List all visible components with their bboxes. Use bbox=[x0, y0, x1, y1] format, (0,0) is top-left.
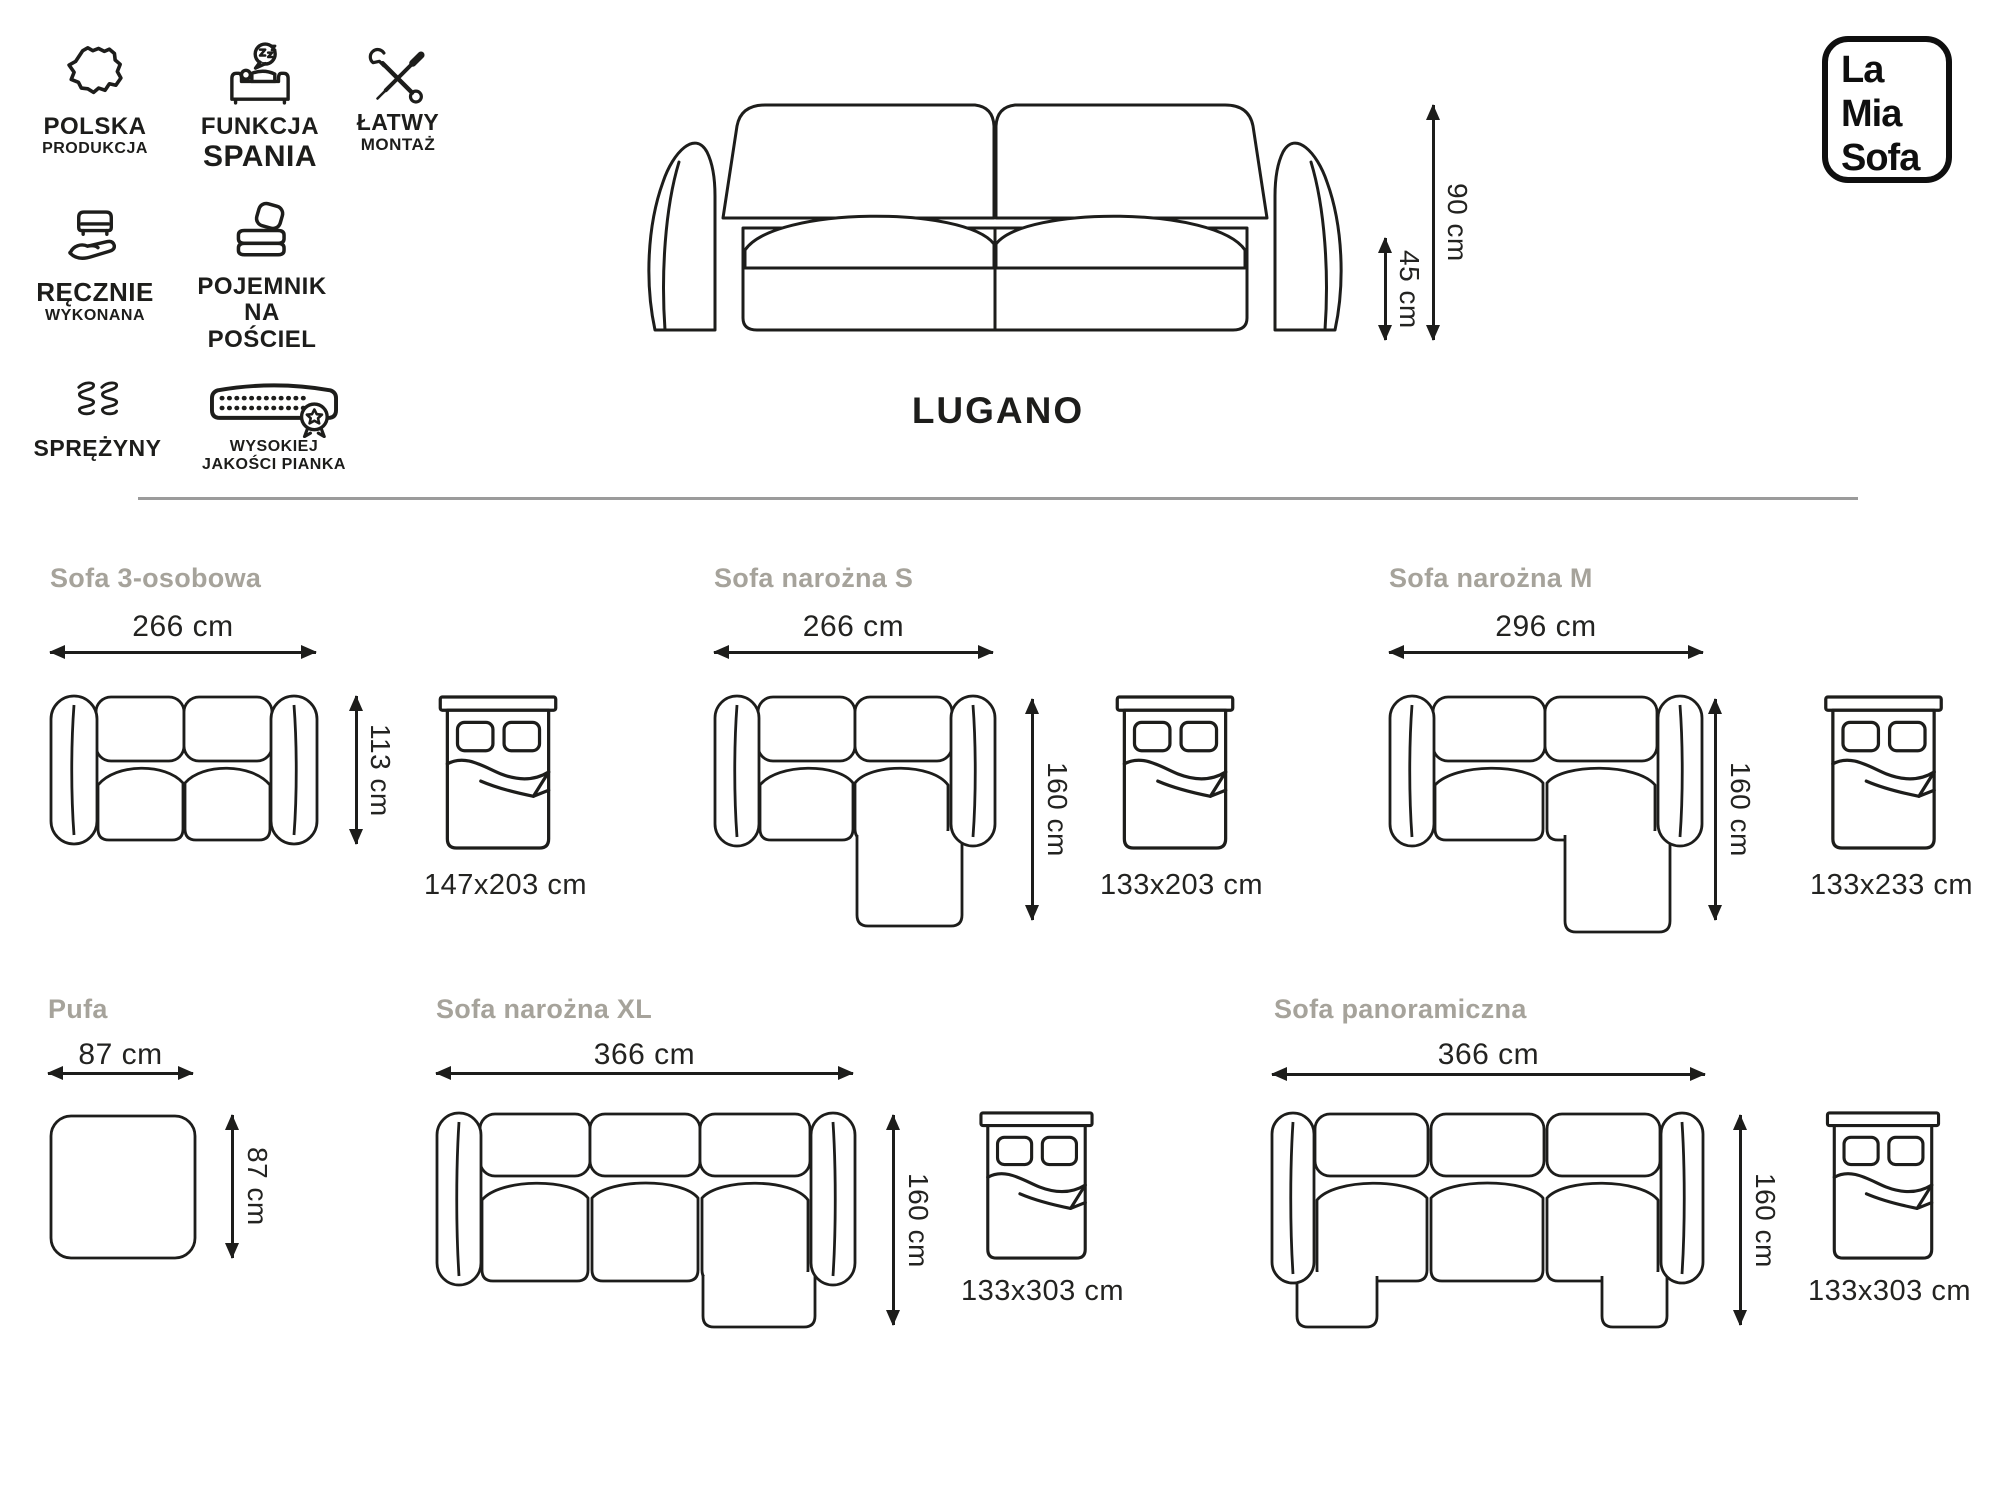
variant-title-sofa-narozna-s: Sofa narożna S bbox=[714, 563, 914, 593]
height-arrow bbox=[1432, 105, 1435, 340]
feature-label: WYSOKIEJ bbox=[229, 438, 319, 455]
feature-label: RĘCZNIE bbox=[36, 277, 154, 307]
sofa-top-view-panoramiczna bbox=[1270, 1110, 1705, 1332]
sofa-top-view-narozna-xl bbox=[434, 1110, 858, 1332]
width-arrow bbox=[436, 1072, 853, 1075]
feature-label: FUNKCJA bbox=[200, 113, 320, 140]
feature-sublabel: MONTAŻ bbox=[360, 135, 436, 155]
bed-size-label: 133x303 cm bbox=[1808, 1275, 1971, 1307]
depth-label: 160 cm bbox=[1725, 762, 1756, 857]
width-label: 266 cm bbox=[132, 610, 234, 643]
bed-size-label: 133x303 cm bbox=[961, 1275, 1124, 1307]
brand-line-1: La bbox=[1841, 49, 1884, 91]
feature-funkcja-spania bbox=[193, 40, 327, 173]
bed-size-icon bbox=[978, 1110, 1095, 1262]
springs-icon bbox=[66, 372, 130, 436]
tools-icon bbox=[366, 46, 430, 110]
width-arrow bbox=[50, 651, 316, 654]
width-label: 366 cm bbox=[593, 1038, 696, 1071]
depth-arrow bbox=[1031, 699, 1034, 920]
sleep-function-icon bbox=[222, 40, 298, 114]
feature-latwy-montaz bbox=[333, 46, 463, 155]
section-divider bbox=[138, 497, 1858, 500]
width-arrow bbox=[1389, 651, 1703, 654]
product-title: LUGANO bbox=[911, 390, 1085, 431]
sofa-top-view-3-osobowa bbox=[48, 693, 320, 847]
feature-label: POLSKA bbox=[43, 113, 147, 140]
sofa-top-view-narozna-m bbox=[1387, 693, 1705, 937]
depth-arrow bbox=[355, 696, 358, 844]
main-sofa-illustration bbox=[645, 78, 1345, 340]
feature-sublabel: SPANIA bbox=[202, 140, 318, 174]
variant-title-sofa-3-osobowa: Sofa 3-osobowa bbox=[50, 563, 262, 593]
depth-arrow bbox=[892, 1115, 895, 1325]
feature-label: POJEMNIK bbox=[197, 273, 327, 300]
depth-label: 160 cm bbox=[1750, 1172, 1781, 1268]
seat-height-label: 45 cm bbox=[1394, 249, 1425, 329]
depth-label: 87 cm bbox=[242, 1147, 273, 1226]
depth-label: 160 cm bbox=[1042, 762, 1073, 857]
brand-line-2: Mia bbox=[1841, 93, 1902, 136]
feature-polska-produkcja bbox=[30, 42, 160, 159]
variant-title-sofa-narozna-xl: Sofa narożna XL bbox=[436, 994, 653, 1024]
brand-logo bbox=[1822, 36, 1952, 183]
bed-size-label: 133x233 cm bbox=[1810, 869, 1973, 901]
sofa-top-view-narozna-s bbox=[712, 693, 998, 931]
width-arrow bbox=[48, 1072, 193, 1075]
bed-size-label: 147x203 cm bbox=[424, 869, 587, 901]
feature-sublabel: PRODUKCJA bbox=[42, 140, 148, 158]
feature-label: ŁATWY bbox=[356, 109, 440, 135]
bed-size-icon bbox=[1114, 694, 1236, 852]
feature-sublabel: NA POŚCIEL bbox=[207, 299, 317, 353]
feature-wysokiej-jakosci-pianka bbox=[200, 378, 348, 475]
feature-sublabel: WYKONANA bbox=[45, 306, 145, 324]
depth-arrow bbox=[1714, 699, 1717, 920]
width-label: 296 cm bbox=[1495, 610, 1597, 643]
depth-arrow bbox=[1739, 1115, 1742, 1325]
bed-size-icon bbox=[437, 694, 559, 852]
height-label: 90 cm bbox=[1442, 183, 1473, 262]
feature-sublabel: JAKOŚCI PIANKA bbox=[202, 456, 346, 474]
feature-label: SPRĘŻYNY bbox=[33, 435, 162, 461]
seat-height-arrow bbox=[1384, 238, 1387, 340]
poland-map-icon bbox=[59, 42, 131, 114]
bedding-icon bbox=[224, 196, 300, 274]
width-label: 266 cm bbox=[802, 610, 905, 643]
variant-title-sofa-narozna-m: Sofa narożna M bbox=[1389, 563, 1593, 593]
variant-title-sofa-panoramiczna: Sofa panoramiczna bbox=[1274, 994, 1527, 1024]
depth-label: 160 cm bbox=[903, 1172, 934, 1268]
width-label: 87 cm bbox=[78, 1038, 163, 1071]
width-arrow bbox=[1272, 1073, 1705, 1076]
feature-recznie-wykonana bbox=[30, 198, 160, 325]
bed-size-icon bbox=[1821, 694, 1946, 852]
brand-line-3: Sofa bbox=[1841, 137, 1920, 180]
feature-pojemnik-na-posciel bbox=[193, 196, 331, 353]
bed-size-label: 133x203 cm bbox=[1100, 869, 1263, 901]
pufa-top-view bbox=[48, 1113, 198, 1261]
width-label: 366 cm bbox=[1437, 1038, 1540, 1071]
width-arrow bbox=[714, 651, 993, 654]
foam-quality-icon bbox=[210, 378, 338, 438]
variant-title-pufa: Pufa bbox=[48, 994, 108, 1024]
bed-size-icon bbox=[1823, 1110, 1943, 1262]
depth-label: 113 cm bbox=[365, 723, 396, 817]
hand-sofa-icon bbox=[58, 198, 132, 278]
depth-arrow bbox=[231, 1115, 234, 1258]
feature-sprezyny bbox=[35, 372, 160, 461]
